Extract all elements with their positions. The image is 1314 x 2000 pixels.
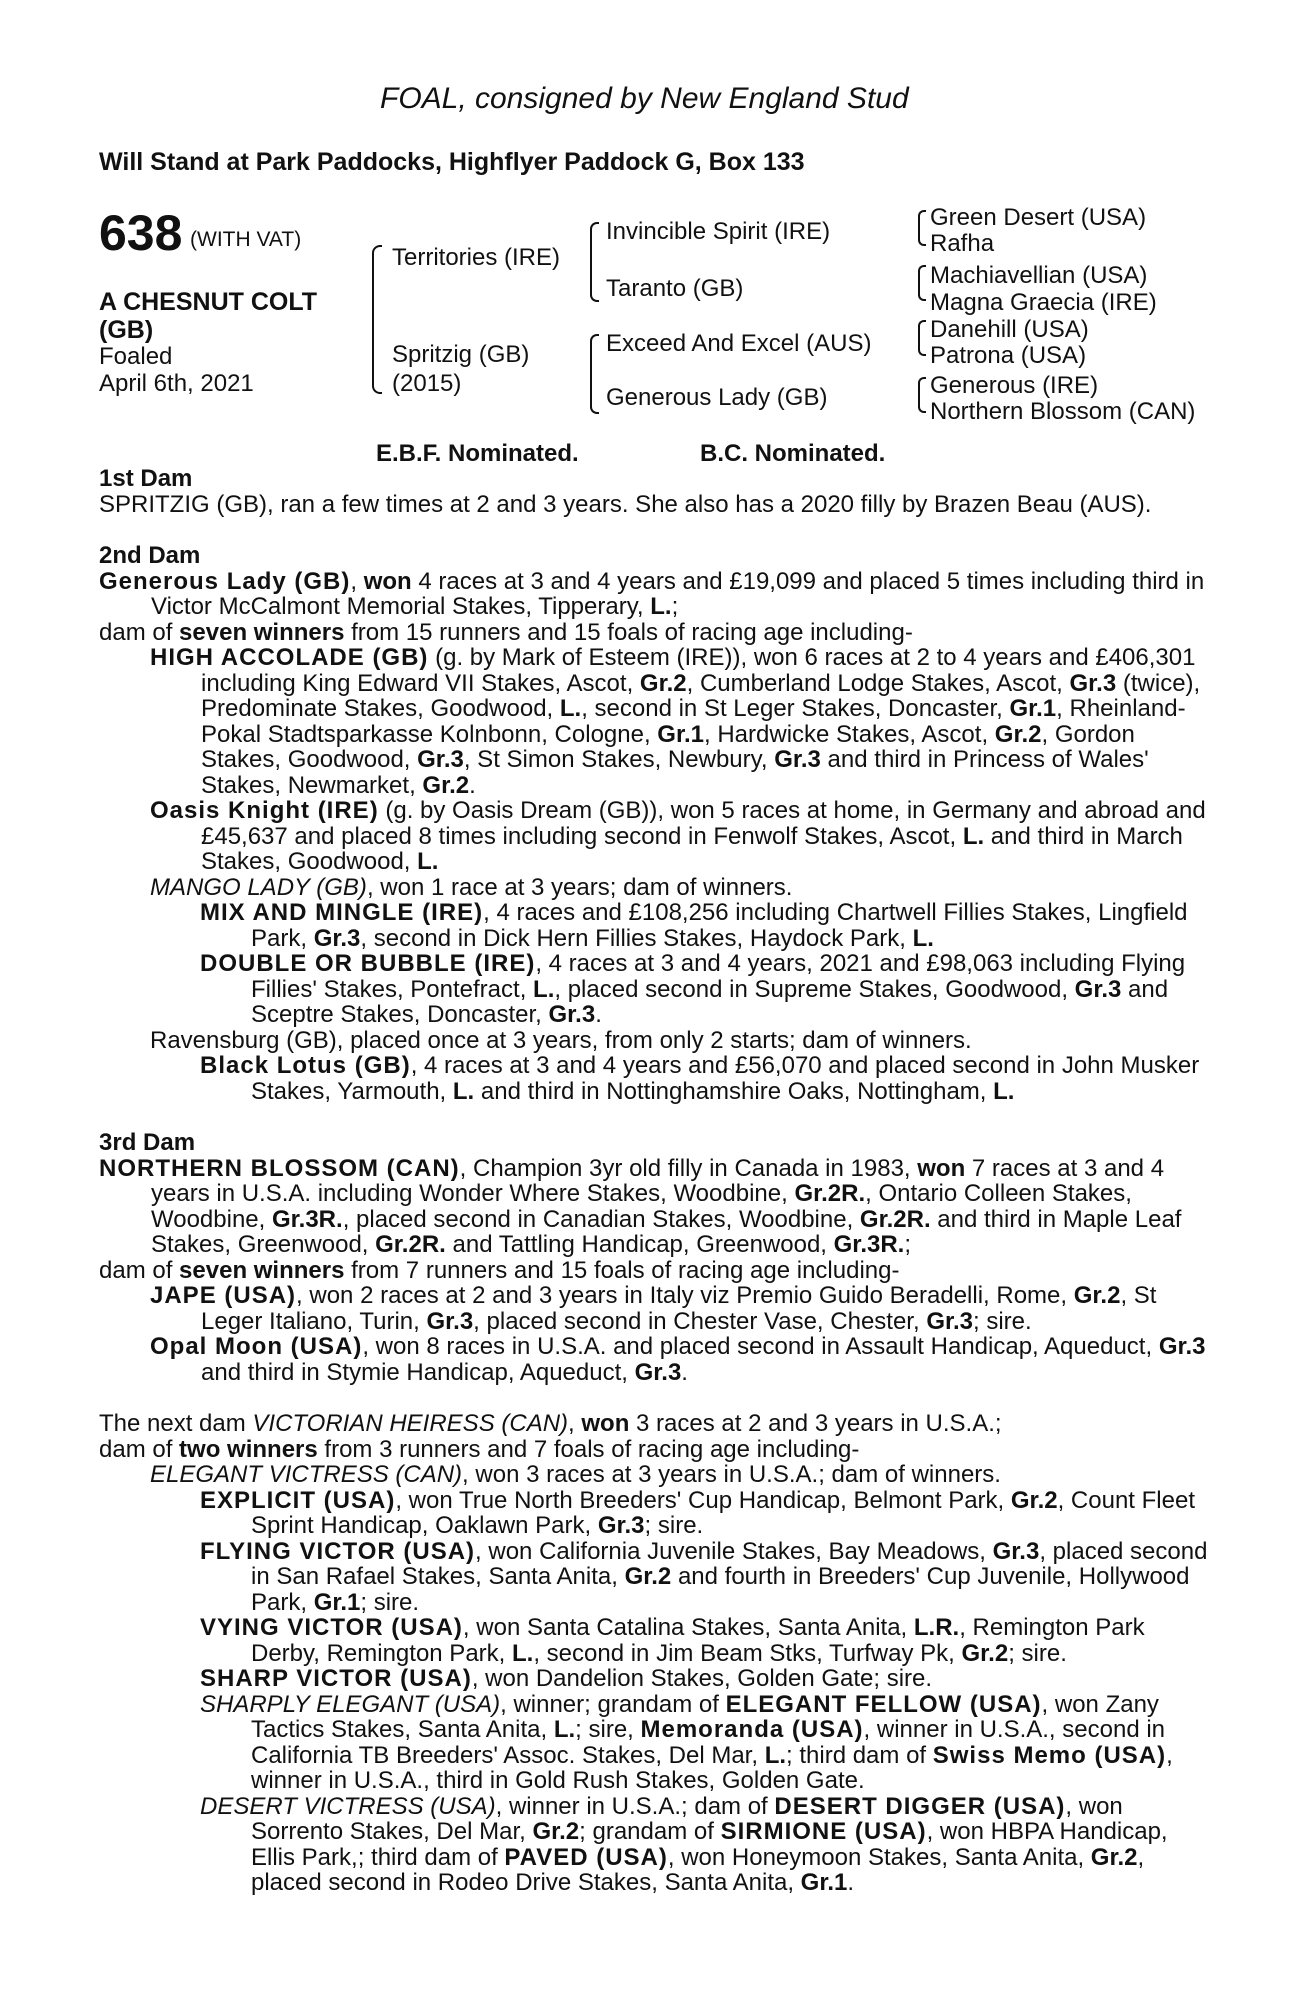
list-item: SHARP VICTOR (USA), won Dandelion Stakes, Golden Gate; sire. (200, 1665, 933, 1692)
pedigree-dds: Generous (IRE) (930, 372, 1099, 399)
list-item: FLYING VICTOR (USA), won California Juvenile Stakes, Bay Meadows, Gr.3, placed second in San Rafael Stakes, Santa Anita, Gr.2 and fourth in Breeders' Cup Juvenile, Hollywood Park, Gr.1; sire. (200, 1537, 1208, 1616)
pedigree-brace-dd (918, 377, 926, 413)
list-item: EXPLICIT (USA), won True North Breeders' Cup Handicap, Belmont Park, Gr.2, Count Fleet Sprint Handicap, Oaklawn Park, Gr.3; sire. (200, 1486, 1195, 1539)
next-dam-text: The next dam VICTORIAN HEIRESS (CAN), won 3 races at 2 and 3 years in U.S.A.; (99, 1410, 1002, 1437)
pedigree-brace-sd (918, 265, 926, 301)
list-item: MIX AND MINGLE (IRE), 4 races and £108,256 including Chartwell Fillies Stakes, Lingfield Park, Gr.3, second in Dick Hern Fillies Stakes, Haydock Park, L. (200, 899, 1188, 952)
pedigree-sire-dam: Taranto (GB) (606, 275, 744, 302)
second-dam-text: Generous Lady (GB), won 4 races at 3 and 4 years and £19,099 and placed 5 times including third in Victor McCalmont Memorial Stakes, Tipperary, L.; (99, 567, 1205, 620)
pedigree-dss: Danehill (USA) (930, 316, 1089, 343)
first-dam-heading: 1st Dam (99, 465, 193, 492)
list-item: SHARPLY ELEGANT (USA), winner; grandam of ELEGANT FELLOW (USA), won Zany Tactics Stakes, Santa Anita, L.; sire, Memoranda (USA), winner in U.S.A., second in California TB Breeders' Assoc. Stakes, Del Mar, L.; third dam of Swiss Memo (USA), winner in U.S.A., third in Gold Rush Stakes, Golden Gate. (200, 1690, 1173, 1794)
pedigree-brace-ss (918, 210, 926, 246)
ebf-nomination: E.B.F. Nominated. (376, 440, 579, 467)
list-item: JAPE (USA), won 2 races at 2 and 3 years in Italy viz Premio Guido Beradelli, Rome, Gr.2, St Leger Italiano, Turin, Gr.3, placed second in Chester Vase, Chester, Gr.3; sire. (150, 1282, 1157, 1335)
third-dam-produce: dam of seven winners from 7 runners and 15 foals of racing age including- (99, 1256, 900, 1284)
pedigree-dam-dam: Generous Lady (GB) (606, 384, 828, 411)
pedigree-dam-year: (2015) (392, 370, 462, 397)
list-item: Opal Moon (USA), won 8 races in U.S.A. and placed second in Assault Handicap, Aqueduct, Gr.3 and third in Stymie Handicap, Aqueduct, Gr.3. (150, 1333, 1206, 1386)
lot-country: (GB) (99, 316, 154, 344)
vat-label: (WITH VAT) (190, 228, 302, 251)
second-dam-produce: dam of seven winners from 15 runners and 15 foals of racing age including- (99, 618, 913, 646)
list-item: ELEGANT VICTRESS (CAN), won 3 races at 3 years in U.S.A.; dam of winners. (150, 1461, 1001, 1488)
list-item: HIGH ACCOLADE (GB) (g. by Mark of Esteem (IRE)), won 6 races at 2 to 4 years and £406,301 including King Edward VII Stakes, Ascot, Gr.2, Cumberland Lodge Stakes, Ascot, Gr.3 (twice), Predominate Stakes, Goodwood, L., second in St Leger Stakes, Doncaster, Gr.1, Rheinland-Pokal Stadtsparkasse Kolnbonn, Cologne, Gr.1, Hardwicke Stakes, Ascot, Gr.2, Gordon Stakes, Goodwood, Gr.3, St Simon Stakes, Newbury, Gr.3 and third in Princess of Wales' Stakes, Newmarket, Gr.2. (150, 644, 1201, 799)
pedigree-sire: Territories (IRE) (392, 244, 561, 271)
pedigree-sds: Machiavellian (USA) (930, 262, 1148, 289)
list-item: Oasis Knight (IRE) (g. by Oasis Dream (GB)), won 5 races at home, in Germany and abroad and £45,637 and placed 8 times including second in Fenwolf Stakes, Ascot, L. and third in March Stakes, Goodwood, L. (150, 797, 1206, 875)
first-dam-text: SPRITZIG (GB), ran a few times at 2 and 3 years. She also has a 2020 filly by Brazen Beau (AUS). (99, 490, 1152, 518)
foaled-date: April 6th, 2021 (99, 370, 254, 397)
list-item: VYING VICTOR (USA), won Santa Catalina Stakes, Santa Anita, L.R., Remington Park Derby, Remington Park, L., second in Jim Beam Stks, Turfway Pk, Gr.2; sire. (200, 1614, 1145, 1667)
list-item: MANGO LADY (GB), won 1 race at 3 years; dam of winners. (150, 873, 793, 901)
second-dam-heading: 2nd Dam (99, 542, 201, 569)
list-item: DESERT VICTRESS (USA), winner in U.S.A.; dam of DESERT DIGGER (USA), won Sorrento Stakes, Del Mar, Gr.2; grandam of SIRMIONE (USA), won HBPA Handicap, Ellis Park,; third dam of PAVED (USA), won Honeymoon Stakes, Santa Anita, Gr.2, placed second in Rodeo Drive Stakes, Santa Anita, Gr.1. (200, 1792, 1168, 1896)
catalogue-body (99, 466, 1209, 1896)
third-dam-text: NORTHERN BLOSSOM (CAN), Champion 3yr old filly in Canada in 1983, won 7 races at 3 and 4 years in U.S.A. including Wonder Where Stakes, Woodbine, Gr.2R., Ontario Colleen Stakes, Woodbine, Gr.3R., placed second in Canadian Stakes, Woodbine, Gr.2R. and third in Maple Leaf Stakes, Greenwood, Gr.2R. and Tattling Handicap, Greenwood, Gr.3R.; (99, 1154, 1182, 1258)
third-dam-heading: 3rd Dam (99, 1129, 196, 1156)
pedigree-dam: Spritzig (GB) (392, 341, 530, 368)
next-dam-produce: dam of two winners from 3 runners and 7 foals of racing age including- (99, 1435, 860, 1463)
bc-nomination: B.C. Nominated. (700, 440, 886, 467)
lot-description: A CHESNUT COLT (99, 288, 318, 316)
pedigree-brace-main (372, 245, 382, 394)
pedigree-brace-dam (590, 334, 599, 414)
pedigree-sire-sire: Invincible Spirit (IRE) (606, 218, 831, 245)
list-item: Black Lotus (GB), 4 races at 3 and 4 years and £56,070 and placed second in John Musker Stakes, Yarmouth, L. and third in Nottinghamshire Oaks, Nottingham, L. (200, 1052, 1200, 1105)
list-item: Ravensburg (GB), placed once at 3 years, from only 2 starts; dam of winners. (150, 1026, 972, 1054)
page-title: FOAL, consigned by New England Stud (380, 82, 909, 115)
foaled-label: Foaled (99, 343, 173, 370)
pedigree-dam-sire: Exceed And Excel (AUS) (606, 330, 872, 357)
list-item: DOUBLE OR BUBBLE (IRE), 4 races at 3 and 4 years, 2021 and £98,063 including Flying Fillies' Stakes, Pontefract, L., placed second in Supreme Stakes, Goodwood, Gr.3 and Sceptre Stakes, Doncaster, Gr.3. (200, 950, 1186, 1028)
pedigree-dsd: Patrona (USA) (930, 342, 1087, 369)
stand-location: Will Stand at Park Paddocks, Highflyer Paddock G, Box 133 (99, 148, 805, 176)
pedigree-ssd: Rafha (930, 230, 995, 257)
pedigree-brace-sire (590, 222, 599, 302)
pedigree-sss: Green Desert (USA) (930, 204, 1147, 231)
pedigree-sdd: Magna Graecia (IRE) (930, 289, 1157, 316)
pedigree-brace-ds (918, 320, 926, 356)
lot-number: 638 (99, 205, 183, 261)
pedigree-ddd: Northern Blossom (CAN) (930, 398, 1196, 425)
